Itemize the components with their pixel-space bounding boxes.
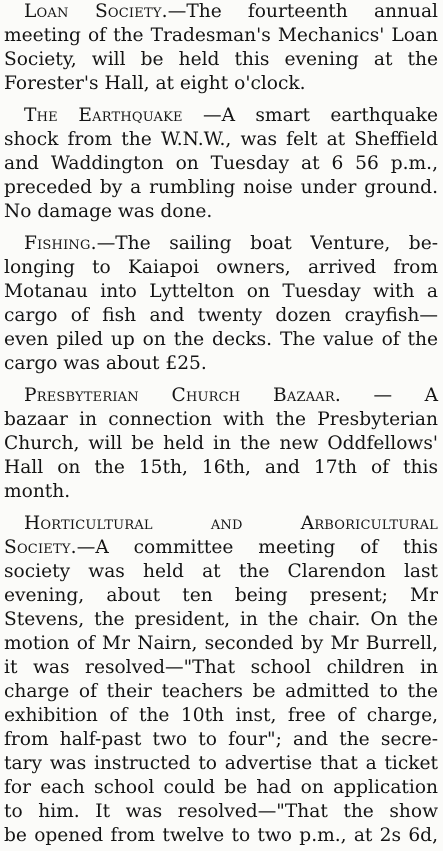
fishing-line-6: cargo was about £25. [4, 353, 207, 374]
bazaar-heading: Presbyterian Church Bazaar. [24, 385, 341, 406]
loan-society-text: —The fourteenth annual [167, 1, 438, 22]
horticultural-line-6: motion of Mr Nairn, seconded by Mr Burrell, [4, 633, 438, 654]
fishing-line-1 [24, 232, 438, 256]
horticultural-line-4: evening, about ten being present; Mr [4, 585, 438, 606]
horticultural-line-2 [4, 536, 438, 560]
bazaar-text: — A [340, 385, 438, 406]
fishing-line-4: cargo of fish and twenty dozen crayfish— [4, 305, 438, 326]
loan-society-heading: Loan Society. [24, 1, 168, 22]
loan-society-line-2: meeting of the Tradesman's Mechanics' Loan [4, 25, 438, 46]
fishing-text: —The sailing boat Venture, be- [96, 233, 438, 254]
horticultural-heading: Horticultural and Arboricultural [24, 513, 438, 534]
earthquake-heading: The Earthquake [24, 105, 183, 126]
horticultural-text: —A committee meeting of this [76, 537, 438, 558]
bazaar-line-5: month. [4, 481, 71, 502]
fishing-heading: Fishing. [24, 233, 97, 254]
bazaar-line-4: Hall on the 15th, 16th, and 17th of this [4, 457, 438, 478]
horticultural-line-5: Stevens, the president, in the chair. On the [4, 609, 438, 630]
fishing-line-3: Motanau into Lyttelton on Tuesday with a [4, 281, 438, 302]
horticultural-line-7: it was resolved—"That school children in [4, 657, 438, 678]
horticultural-line-13: to him. It was resolved—"That the show [4, 801, 438, 822]
horticultural-line-10: from half-past two to four"; and the secre- [4, 729, 438, 750]
bazaar-line-2: bazaar in connection with the Presbyterian [4, 409, 438, 430]
earthquake-line-4: preceded by a rumbling noise under ground. [4, 177, 438, 198]
horticultural-line-12: for each school could be had on application [4, 777, 438, 798]
horticultural-line-3: society was held at the Clarendon last [4, 561, 438, 582]
loan-society-line-4: Forester's Hall, at eight o'clock. [4, 73, 306, 94]
earthquake-line-1 [24, 104, 438, 128]
fishing-line-5: even piled up on the decks. The value of the [4, 329, 438, 350]
bazaar-line-3: Church, will be held in the new Oddfellows' [4, 433, 438, 454]
horticultural-line-8: charge of their teachers be admitted to the [4, 681, 438, 702]
horticultural-heading-continued: Society. [4, 537, 77, 558]
loan-society-line-1 [24, 0, 438, 24]
earthquake-line-5: No damage was done. [4, 201, 213, 222]
earthquake-line-2: shock from the W.N.W., was felt at Sheffield [4, 129, 438, 150]
horticultural-line-11: tary was instructed to advertise that a ticket [4, 753, 438, 774]
horticultural-line-1 [24, 512, 438, 536]
fishing-line-2: longing to Kaiapoi owners, arrived from [4, 257, 438, 278]
earthquake-text: —A smart earthquake [182, 105, 438, 126]
loan-society-line-3: Society, will be held this evening at the [4, 49, 438, 70]
bazaar-line-1 [24, 384, 438, 408]
earthquake-line-3: and Waddington on Tuesday at 6 56 p.m., [4, 153, 438, 174]
horticultural-line-14: be opened from twelve to two p.m., at 2s 6d, [4, 825, 438, 846]
horticultural-line-9: exhibition of the 10th inst, free of charge, [4, 705, 438, 726]
